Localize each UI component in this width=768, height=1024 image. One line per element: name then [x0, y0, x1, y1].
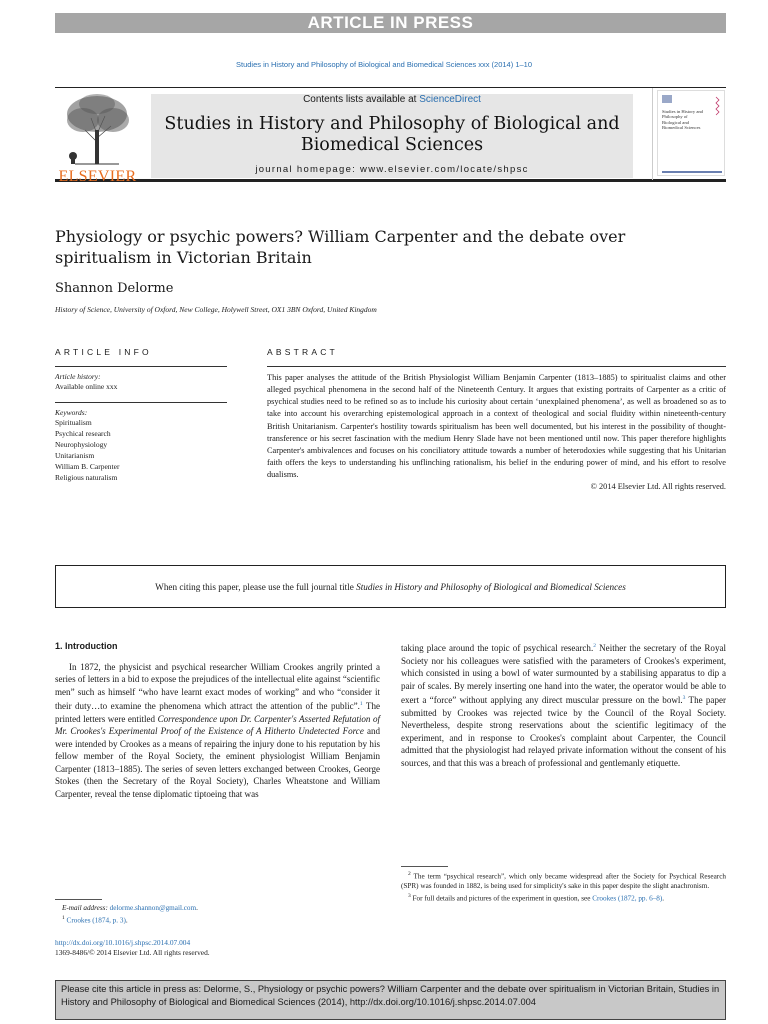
footnote-3-end: .	[662, 894, 665, 903]
keyword: Spiritualism	[55, 418, 92, 427]
doi-block	[55, 938, 210, 958]
contents-line	[151, 94, 633, 106]
article-history-label: Article history:	[55, 372, 101, 381]
doi-link[interactable]: http://dx.doi.org/10.1016/j.shpsc.2014.07.004	[55, 938, 191, 947]
article-history-block	[55, 366, 227, 392]
publisher-name: ELSEVIER	[58, 168, 137, 185]
article-history-value: Available online xxx	[55, 382, 118, 391]
keyword: Unitarianism	[55, 451, 95, 460]
keyword: Religious naturalism	[55, 473, 118, 482]
journal-citation-link[interactable]: Studies in History and Philosophy of Biological and Biomedical Sciences xxx (2014) 1–10	[236, 60, 532, 69]
journal-masthead	[55, 87, 726, 185]
footnote-2-text: The term “psychical research”, which only became widespread after the Society for Psychical Research (SPR) was founded in 1882, is being used for simplicity's sake in this paper despite the slight anachronism.	[401, 872, 726, 891]
footnote-1-end: .	[125, 916, 128, 925]
intro-paragraph	[55, 661, 380, 801]
footnote-2-mark: 2	[408, 871, 411, 877]
footnote-1-link[interactable]: Crookes (1874, p. 3)	[66, 916, 126, 925]
journal-header-box	[151, 94, 633, 178]
footnote-ref-1[interactable]: 1	[359, 701, 363, 708]
continued-paragraph	[401, 640, 726, 770]
email-label: E-mail address:	[62, 904, 110, 912]
section-title-introduction: 1. Introduction	[55, 641, 118, 651]
continued-text-a: taking place around the topic of psychical research.	[401, 643, 594, 654]
footnotes-left	[55, 903, 380, 925]
journal-homepage[interactable]: journal homepage: www.elsevier.com/locate/shpsc	[255, 164, 529, 175]
body-left-column	[55, 640, 380, 801]
intro-text-b: The printed letters were entitled	[55, 701, 380, 724]
abstract-text: This paper analyses the attitude of the British Physiologist William Benjamin Carpenter (1813–1885) to spiritualist claims and other alleged psychical phenomena in the second half of the Nineteenth Century. It argues that existing portraits of Carpenter as a critic of psychical studies need to be refined so as to include his curiosity about certain ‘unexplained phenomena’, as well as broadened so as to take into account his overarching epistemological approach in a context of theological and social fluidity within nineteenth-century British Unitarianism. Carpenter's hostility towards spiritualism has been well documented, but his interest in the possibility of thought-transference or his secret fascination with the medium Henry Slade have not been mentioned until now. This paper therefore highlights Carpenter's ambivalences and focuses on his conciliatory attitude towards a number of heterodoxies while suggesting that his Unitarian faith offers the keys to understanding his unflinching rationalism, his belief in the enduring power of mind, and his effort to resolve dualisms.	[267, 373, 726, 480]
email-end: .	[196, 904, 198, 912]
elsevier-tree-logo	[55, 90, 140, 185]
author-email-line	[55, 903, 380, 913]
sciencedirect-link[interactable]: ScienceDirect	[419, 94, 481, 105]
abstract-body	[267, 366, 726, 494]
article-title: Physiology or psychic powers? William Carpenter and the debate over spiritualism in Victorian Britain	[55, 227, 626, 267]
keyword: Psychical research	[55, 429, 111, 438]
footnote-ref-2[interactable]: 2	[593, 643, 596, 649]
cite-this-article-bar: Please cite this article in press as: Delorme, S., Physiology or psychic powers? William Carpenter and the debate over spiritualism in Victorian Britain, Studies in History and Philosophy of Biological and Biomedical Sciences (2014), http://dx.doi.org/10.1016/j.shpsc.2014.07.004	[55, 980, 726, 1020]
citation-notice-prefix: When citing this paper, please use the full journal title	[155, 582, 357, 592]
continued-text-c: The paper submitted by Crookes was rejected twice by the Council of the Royal Society. Nevertheless, despite strong reservations about the scientific legitimacy of the experiment, and in response to Crookes's complaint about Carpenter, the Council admitted that the physiologist had relayed private information without the consent of his sources, and that this was a breach of professional and gentlemanly etiquette.	[401, 695, 727, 768]
journal-cover-thumbnail	[652, 88, 726, 180]
citation-notice-journal: Studies in History and Philosophy of Biological and Biomedical Sciences	[356, 582, 626, 592]
continued-text-b: Neither the secretary of the Royal Society nor his colleagues were satisfied with the parameters of Crookes's experiment, which consisted in using a bowl of water surmounted by a stabilising apparatus to dip a pair of scales. By merely inserting one hand into the water, the operator would be able to exert a “force” without applying any direct muscular pressure on the bowl.	[401, 643, 727, 706]
abstract-heading: ABSTRACT	[267, 347, 338, 357]
footnotes-right	[401, 869, 726, 904]
author-name: Shannon Delorme	[55, 281, 174, 296]
abstract-copyright: © 2014 Elsevier Ltd. All rights reserved.	[590, 482, 726, 492]
footnote-3-link[interactable]: Crookes (1872, pp. 6–8)	[592, 894, 663, 903]
footnote-1-mark: 1	[62, 915, 65, 921]
footnote-3-text: For full details and pictures of the experiment in question, see	[412, 894, 593, 903]
keywords-label: Keywords:	[55, 408, 88, 417]
footnote-2	[401, 869, 726, 891]
footnote-3-mark: 3	[408, 893, 411, 900]
cover-title-text: Studies in History and Philosophy of Biological and Biomedical Sciences	[662, 109, 703, 131]
journal-title: Studies in History and Philosophy of Biological and Biomedical Sciences	[164, 114, 620, 155]
footnote-3	[401, 891, 726, 903]
keywords-block	[55, 402, 227, 483]
issn-line: 1369-8486/© 2014 Elsevier Ltd. All rights reserved.	[55, 948, 210, 957]
body-right-column	[401, 640, 726, 770]
footnote-1	[55, 913, 380, 925]
article-info-heading: ARTICLE INFO	[55, 347, 152, 357]
citation-notice-box	[55, 565, 726, 608]
keyword: William B. Carpenter	[55, 462, 120, 471]
intro-italic-title: Correspondence upon Dr. Carpenter's Asserted Refutation of Mr. Crookes's Experimental Proof of the Existence of A Hitherto Undetected Force	[55, 713, 380, 737]
author-affiliation: History of Science, University of Oxford, New College, Holywell Street, OX1 3BN Oxford, United Kingdom	[55, 305, 377, 314]
footnote-rule-right	[401, 866, 448, 867]
footnote-rule-left	[55, 899, 102, 900]
footnote-ref-3[interactable]: 3	[682, 695, 686, 702]
article-in-press-banner: ARTICLE IN PRESS	[55, 13, 726, 33]
author-email-link[interactable]: delorme.shannon@gmail.com	[109, 904, 197, 912]
intro-text-c: and were intended by Crookes as a means of repairing the injury done to his reputation by his fellow member of the Royal Society, the eminent physiologist William Benjamin Carpenter (1813–1885). The series of seven letters exchanged between Crookes, George Stokes (then the Secretary of the Royal Society), Charles Wheatstone and William Carpenter, reveal the tense diplomatic tiptoeing that was	[55, 726, 381, 800]
contents-prefix: Contents lists available at	[303, 94, 420, 105]
keyword: Neurophysiology	[55, 440, 108, 449]
intro-text-a: In 1872, the physicist and psychical researcher William Crookes angrily printed a series of letters in a bid to expose the prejudices of the intellectual elite against “scientific men” such as himself “who have learnt exact modes of working” and who “consider it their duty…to examine the phenomena which attract the attention of the public”.	[55, 661, 380, 712]
